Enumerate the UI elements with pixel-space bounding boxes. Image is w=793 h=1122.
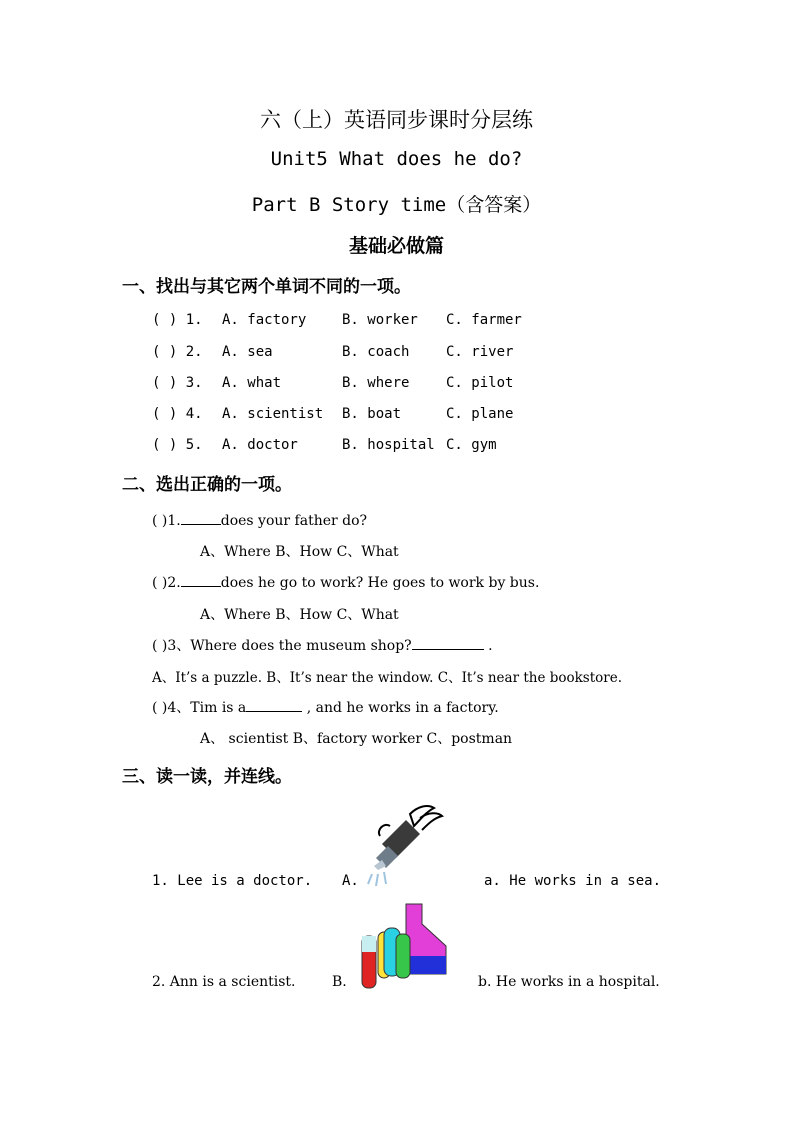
- match-left-2: 2. Ann is a scientist.: [152, 974, 296, 990]
- option-c: C. plane: [446, 406, 514, 422]
- answer-paren[interactable]: ( ): [152, 406, 178, 422]
- answer-blank[interactable]: [181, 572, 221, 587]
- item-number: 3.: [185, 375, 203, 391]
- question-suffix: .: [483, 638, 493, 654]
- option-a: A. what: [222, 375, 282, 391]
- section2-heading: 二、选出正确的一项。: [122, 475, 292, 495]
- section3-heading: 三、读一读，并连线。: [122, 767, 292, 787]
- list-item: [152, 312, 203, 328]
- section1-heading: 一、找出与其它两个单词不同的一项。: [122, 277, 411, 297]
- option-b: B. boat: [342, 406, 402, 422]
- question-1: [152, 510, 367, 529]
- option-a: A. scientist: [222, 406, 324, 422]
- item-number: 1.: [185, 312, 203, 328]
- answer-paren[interactable]: ( ): [152, 344, 178, 360]
- item-number: 2.: [185, 344, 203, 360]
- fountain-pen-icon[interactable]: [362, 800, 446, 886]
- test-tubes-flask-icon[interactable]: [358, 902, 450, 990]
- question-prefix: ( )1.: [152, 513, 181, 529]
- match-left-1: 1. Lee is a doctor.: [152, 873, 313, 889]
- answer-blank[interactable]: [412, 635, 484, 650]
- question-suffix: , and he works in a factory.: [302, 700, 499, 716]
- question-prefix: ( )4、Tim is a: [152, 700, 247, 716]
- option-c: C. river: [446, 344, 514, 360]
- question-3-options: A、It’s a puzzle. B、It’s near the window. C、It’s near the bookstore.: [152, 670, 623, 686]
- question-4: [152, 697, 499, 717]
- option-b: B. worker: [342, 312, 418, 328]
- level-title: 基础必做篇: [348, 235, 444, 257]
- answer-blank[interactable]: [246, 697, 302, 712]
- option-b: B. hospital: [342, 437, 435, 453]
- option-c: C. farmer: [446, 312, 522, 328]
- option-b: B. where: [342, 375, 410, 391]
- match-letter-a: A.: [342, 873, 359, 889]
- option-b: B. coach: [342, 344, 410, 360]
- question-prefix: ( )2.: [152, 575, 181, 591]
- item-number: 4.: [185, 406, 203, 422]
- question-3: [152, 635, 493, 655]
- match-right-a: a. He works in a sea.: [484, 873, 662, 889]
- list-item: [152, 375, 203, 391]
- part-title: Part B Story time（含答案）: [251, 194, 542, 216]
- answer-paren[interactable]: ( ): [152, 437, 178, 453]
- question-2: [152, 572, 539, 591]
- option-a: A. factory: [222, 312, 307, 328]
- question-1-options: A、Where B、How C、What: [200, 544, 399, 560]
- worksheet-title: 六（上）英语同步课时分层练: [260, 108, 533, 132]
- question-text: does your father do?: [220, 513, 368, 529]
- list-item: [152, 406, 203, 422]
- option-a: A. sea: [222, 344, 273, 360]
- question-2-options: A、Where B、How C、What: [200, 607, 399, 623]
- unit-title: Unit5 What does he do?: [270, 148, 523, 170]
- list-item: [152, 344, 203, 360]
- match-right-b: b. He works in a hospital.: [478, 974, 660, 990]
- item-number: 5.: [185, 437, 203, 453]
- question-4-options: A、 scientist B、factory worker C、postman: [200, 731, 513, 747]
- question-text: does he go to work? He goes to work by bus.: [220, 575, 540, 591]
- match-letter-b: B.: [332, 974, 347, 990]
- option-c: C. gym: [446, 437, 497, 453]
- answer-paren[interactable]: ( ): [152, 375, 178, 391]
- option-a: A. doctor: [222, 437, 298, 453]
- answer-blank[interactable]: [181, 510, 221, 525]
- list-item: [152, 437, 203, 453]
- question-prefix: ( )3、Where does the museum shop?: [152, 638, 412, 654]
- answer-paren[interactable]: ( ): [152, 312, 178, 328]
- option-c: C. pilot: [446, 375, 514, 391]
